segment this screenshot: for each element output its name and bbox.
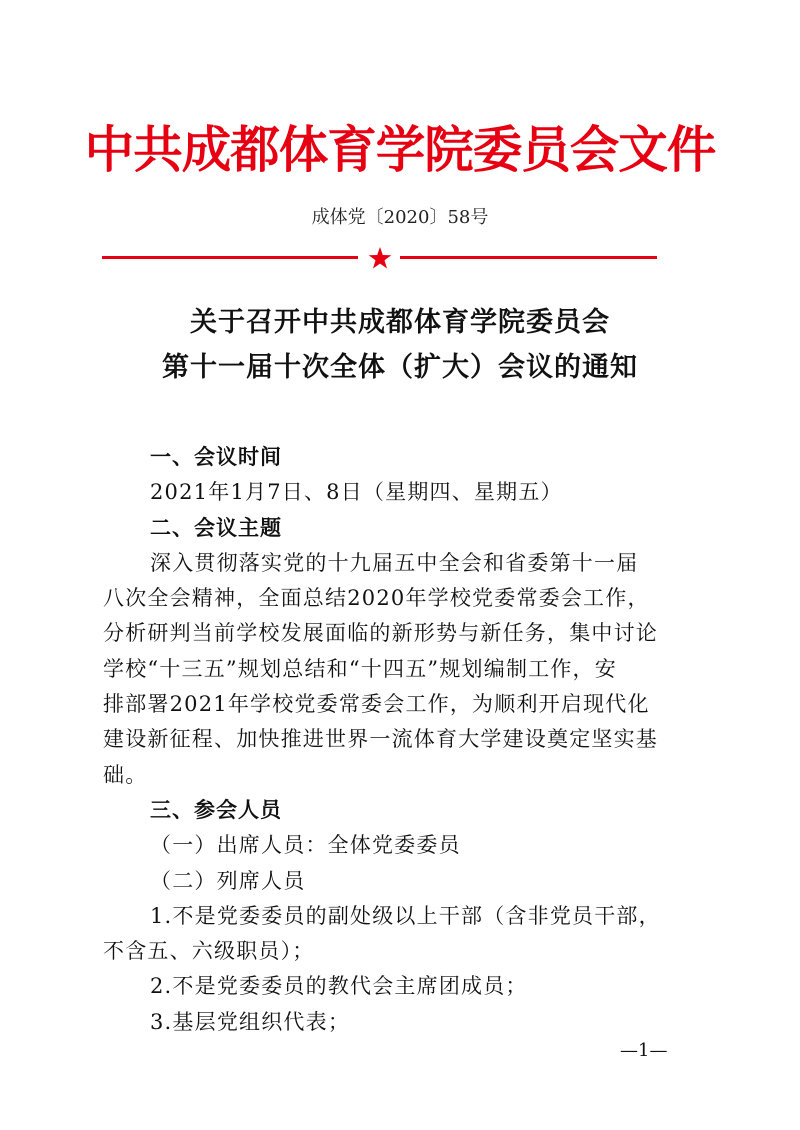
attendee-item: 不含五、六级职员）； xyxy=(103,939,315,964)
attendee-item: （一）出席人员：全体党委委员 xyxy=(150,833,461,858)
document-number: 成体党〔2020〕58号 xyxy=(311,207,489,228)
section-heading-theme: 二、会议主题 xyxy=(150,515,282,540)
theme-line: 学校“十三五”规划总结和“十四五”规划编制工作，安 xyxy=(103,656,617,681)
theme-line: 分析研判当前学校发展面临的新形势与新任务，集中讨论 xyxy=(103,621,658,646)
meeting-time-text: 2021年1月7日、8日（星期四、星期五） xyxy=(150,480,563,505)
attendee-item: 3.基层党组织代表； xyxy=(150,1009,351,1034)
theme-line: 深入贯彻落实党的十九届五中全会和省委第十一届 xyxy=(150,550,639,575)
theme-line: 础。 xyxy=(103,762,148,787)
theme-line: 建设新征程、加快推进世界一流体育大学建设奠定坚实基 xyxy=(103,727,658,752)
section-heading-attendees: 三、参会人员 xyxy=(150,797,282,822)
attendee-item: 1.不是党委委员的副处级以上干部（含非党员干部， xyxy=(150,903,661,928)
red-divider xyxy=(102,246,657,272)
document-body xyxy=(103,440,703,1040)
notice-title-line-2: 第十一届十次全体（扩大）会议的通知 xyxy=(162,352,638,383)
red-star-icon xyxy=(368,246,392,270)
page-number: —1— xyxy=(620,1040,668,1061)
attendee-item: 2.不是党委委员的教代会主席团成员； xyxy=(150,974,528,999)
theme-line: 八次全会精神，全面总结2020年学校党委常委会工作， xyxy=(103,586,650,611)
red-header-title: 中共成都体育学院委员会文件 xyxy=(84,120,716,179)
notice-title-line-1: 关于召开中共成都体育学院委员会 xyxy=(190,307,610,338)
theme-line: 排部署2021年学校党委常委会工作，为顺利开启现代化 xyxy=(103,692,650,717)
attendee-item: （二）列席人员 xyxy=(150,868,306,893)
divider-line-left xyxy=(102,256,358,259)
section-heading-time: 一、会议时间 xyxy=(150,445,282,469)
divider-line-right xyxy=(400,256,657,259)
